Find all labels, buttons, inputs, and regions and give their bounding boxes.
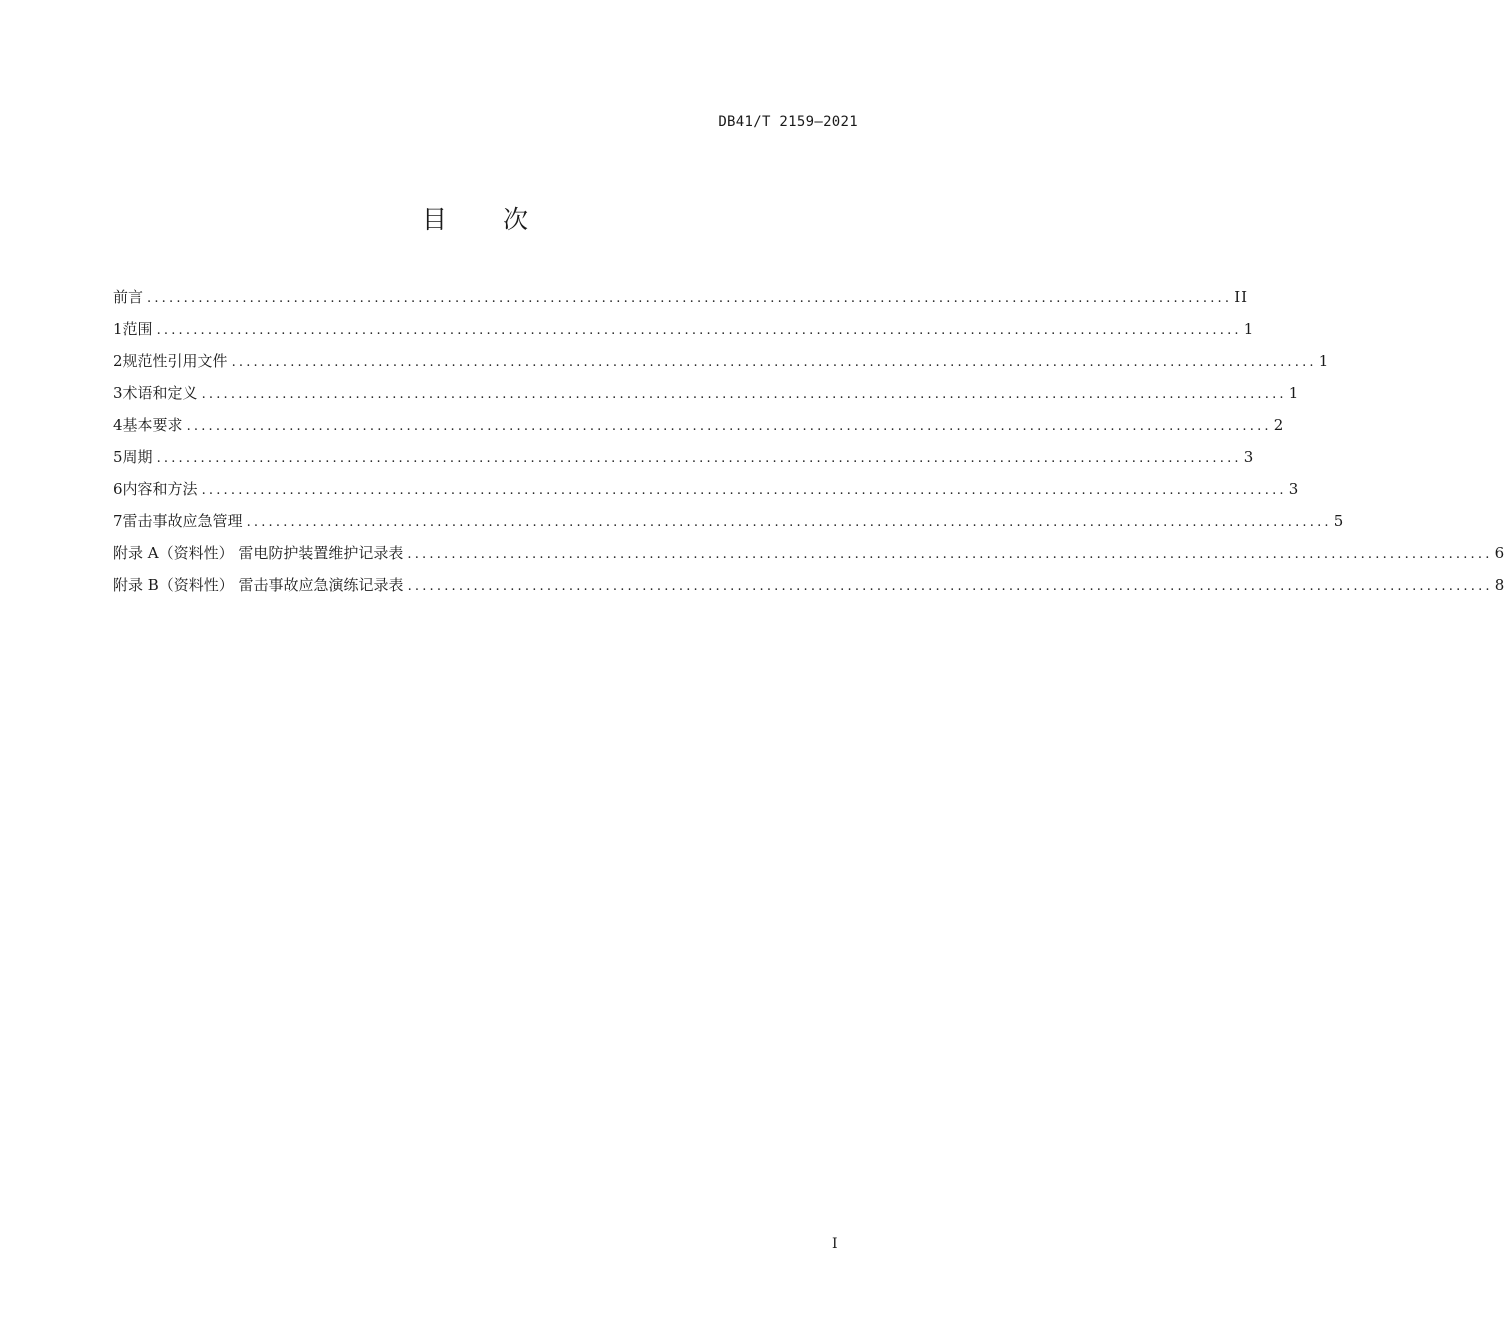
toc-entry-page: II [1234,288,1249,306]
page-number: I [832,1236,838,1252]
toc-leader-dots: .................................................................................................................................................... [147,291,1233,306]
toc-entry-terms-definitions[interactable] [113,382,1300,414]
toc-entry-scope[interactable] [113,318,1255,350]
toc-entry-number: 5 [113,448,123,466]
toc-entry-label: 周期 [122,448,153,466]
toc-entry-foreword[interactable] [113,286,1249,318]
toc-entry-page: 6 [1494,544,1505,562]
toc-entry-number: 1 [113,320,123,338]
toc-entry-label: 规范性引用文件 [122,352,228,370]
toc-leader-dots: .................................................................................................................................................... [231,355,1317,370]
toc-list [113,286,1505,606]
toc-entry-number: 4 [113,416,123,434]
toc-entry-label: 基本要求 [122,416,183,434]
toc-title [0,200,950,236]
toc-entry-label: 附录 A（资料性） 雷电防护装置维护记录表 [113,544,404,562]
document-code: DB41/T 2159—2021 [718,114,858,130]
toc-entry-number: 2 [113,352,123,370]
toc-leader-dots: .................................................................................................................................................... [407,547,1493,562]
toc-entry-label: 术语和定义 [122,384,198,402]
toc-leader-dots: .................................................................................................................................................... [201,483,1287,498]
toc-entry-page: 5 [1333,512,1345,530]
toc-entry-period[interactable] [113,446,1255,478]
toc-entry-appendix-b[interactable] [113,574,1505,606]
toc-leader-dots: .................................................................................................................................................... [246,515,1332,530]
toc-entry-number: 7 [113,512,123,530]
toc-entry-page: 2 [1273,416,1285,434]
toc-title-char-1: 目 [421,205,447,234]
toc-entry-label: 内容和方法 [122,480,198,498]
toc-entry-normative-references[interactable] [113,350,1330,382]
toc-leader-dots: .................................................................................................................................................... [156,451,1242,466]
toc-leader-dots: .................................................................................................................................................... [407,579,1493,594]
toc-entry-content-methods[interactable] [113,478,1300,510]
toc-leader-dots: .................................................................................................................................................... [186,419,1272,434]
toc-entry-page: 3 [1288,480,1300,498]
toc-leader-dots: .................................................................................................................................................... [156,323,1242,338]
toc-entry-basic-requirements[interactable] [113,414,1285,446]
toc-entry-page: 8 [1494,576,1505,594]
toc-entry-label: 前言 [113,288,144,306]
toc-entry-label: 雷击事故应急管理 [122,512,243,530]
toc-entry-page: 1 [1288,384,1300,402]
toc-entry-label: 范围 [122,320,153,338]
toc-entry-label: 附录 B（资料性） 雷击事故应急演练记录表 [113,576,404,594]
toc-entry-appendix-a[interactable] [113,542,1505,574]
toc-entry-page: 3 [1243,448,1255,466]
toc-entry-emergency-management[interactable] [113,510,1345,542]
toc-entry-number: 6 [113,480,123,498]
toc-leader-dots: .................................................................................................................................................... [201,387,1287,402]
toc-title-char-2: 次 [503,205,529,234]
toc-entry-page: 1 [1318,352,1330,370]
toc-entry-page: 1 [1243,320,1255,338]
toc-entry-number: 3 [113,384,123,402]
